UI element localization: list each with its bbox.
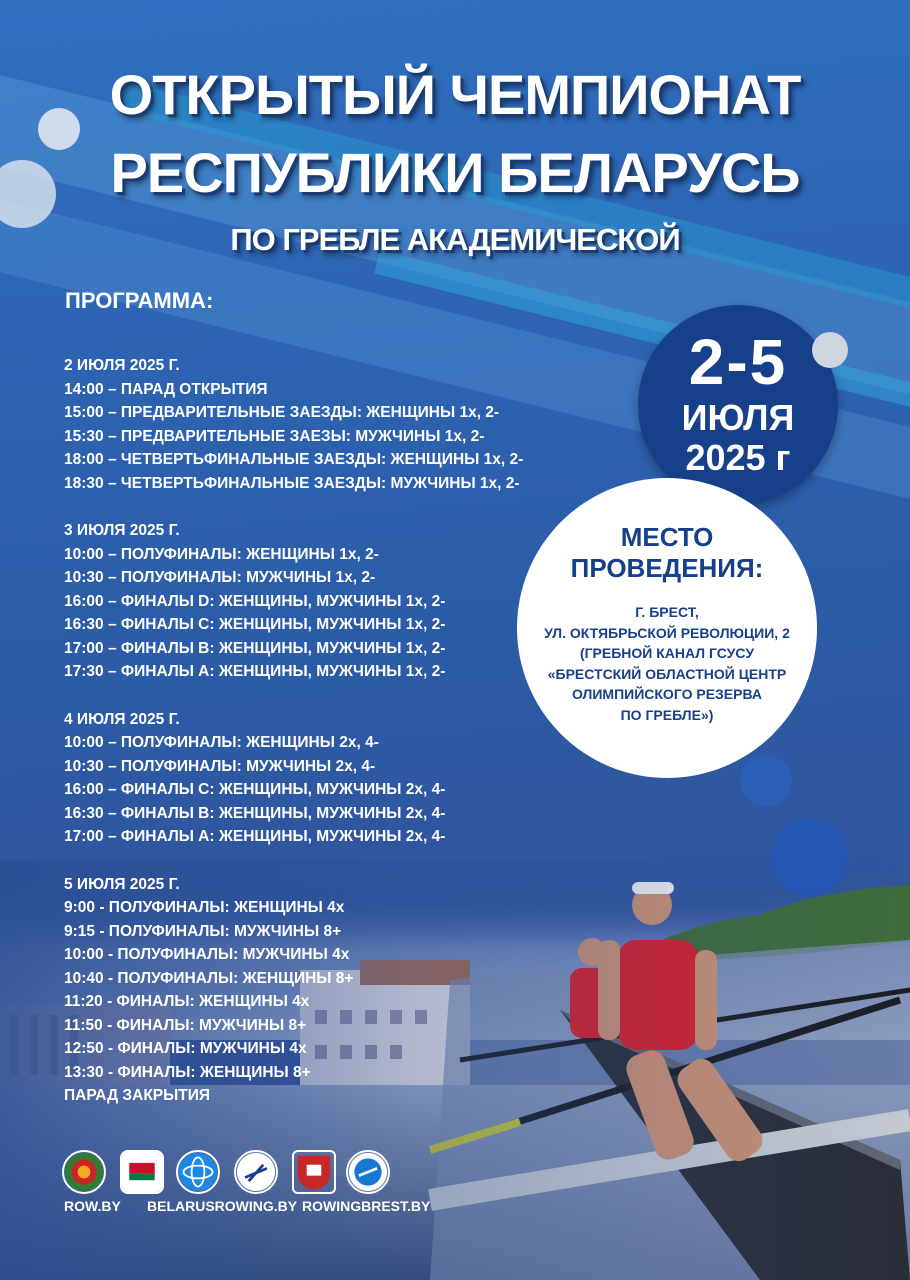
day-block xyxy=(64,708,624,849)
decor-bubble xyxy=(740,755,792,807)
venue-title xyxy=(517,522,817,584)
schedule-item: 13:30 - ФИНАЛЫ: ЖЕНЩИНЫ 8+ xyxy=(64,1063,311,1081)
decor-bubble xyxy=(770,818,848,896)
venue-title-line: МЕСТО xyxy=(620,522,714,552)
schedule-item: ПАРАД ЗАКРЫТИЯ xyxy=(64,1087,211,1104)
schedule-item: 15:30 – ПРЕДВАРИТЕЛЬНЫЕ ЗАЕЗЫ: МУЖЧИНЫ 1х, 2- xyxy=(64,427,485,445)
date-month: ИЮЛЯ xyxy=(681,397,795,438)
day-heading: 5 ИЮЛЯ 2025 Г. xyxy=(64,875,180,893)
program-heading: ПРОГРАММА: xyxy=(65,288,214,313)
schedule-item: 17:30 – ФИНАЛЫ A: ЖЕНЩИНЫ, МУЖЧИНЫ 1х, 2- xyxy=(64,663,446,680)
title-line-1: ОТКРЫТЫЙ ЧЕМПИОНАТ xyxy=(109,63,801,126)
venue-address-line: (ГРЕБНОЙ КАНАЛ ГСУСУ xyxy=(579,645,755,661)
schedule-item: 16:00 – ФИНАЛЫ C: ЖЕНЩИНЫ, МУЖЧИНЫ 2х, 4- xyxy=(64,781,446,798)
venue-address-line: УЛ. ОКТЯБРЬСКОЙ РЕВОЛЮЦИИ, 2 xyxy=(544,624,790,641)
schedule-item: 9:00 - ПОЛУФИНАЛЫ: ЖЕНЩИНЫ 4х xyxy=(64,899,345,916)
schedule-item: 16:30 – ФИНАЛЫ C: ЖЕНЩИНЫ, МУЖЧИНЫ 1х, 2- xyxy=(64,616,446,633)
schedule-item: 10:30 – ПОЛУФИНАЛЫ: МУЖЧИНЫ 2х, 4- xyxy=(64,757,376,775)
schedule-item: 10:00 - ПОЛУФИНАЛЫ: МУЖЧИНЫ 4х xyxy=(64,946,350,963)
schedule-item: 15:00 – ПРЕДВАРИТЕЛЬНЫЕ ЗАЕЗДЫ: ЖЕНЩИНЫ 1х, 2- xyxy=(64,404,500,421)
schedule-item: 10:00 – ПОЛУФИНАЛЫ: ЖЕНЩИНЫ 2х, 4- xyxy=(64,734,379,751)
schedule-item: 18:30 – ЧЕТВЕРТЬФИНАЛЬНЫЕ ЗАЕЗДЫ: МУЖЧИНЫ 1х, 2- xyxy=(64,474,520,492)
footer-link-belarusrowing[interactable]: BELARUSROWING.BY xyxy=(147,1198,298,1214)
schedule-item: 16:30 – ФИНАЛЫ B: ЖЕНЩИНЫ, МУЖЧИНЫ 2х, 4- xyxy=(64,804,446,822)
schedule-item: 11:50 - ФИНАЛЫ: МУЖЧИНЫ 8+ xyxy=(64,1016,307,1034)
venue-address-line: Г. БРЕСТ, xyxy=(635,604,699,620)
schedule-item: 9:15 - ПОЛУФИНАЛЫ: МУЖЧИНЫ 8+ xyxy=(64,922,342,940)
schedule-item: 10:30 – ПОЛУФИНАЛЫ: МУЖЧИНЫ 1х, 2- xyxy=(64,569,376,586)
schedule-item: 14:00 – ПАРАД ОТКРЫТИЯ xyxy=(64,380,268,398)
schedule-item: 18:00 – ЧЕТВЕРТЬФИНАЛЬНЫЕ ЗАЕЗДЫ: ЖЕНЩИНЫ 1х, 2- xyxy=(64,451,524,468)
schedule-item: 17:00 – ФИНАЛЫ B: ЖЕНЩИНЫ, МУЖЧИНЫ 1х, 2- xyxy=(64,639,446,657)
footer-link-rowingbrest[interactable]: ROWINGBREST.BY xyxy=(302,1198,431,1214)
rowing-club-logo xyxy=(346,1150,390,1194)
globe-logo xyxy=(176,1150,220,1194)
venue-address-line: «БРЕСТСКИЙ ОБЛАСТНОЙ ЦЕНТР xyxy=(547,665,787,682)
day-heading: 3 ИЮЛЯ 2025 Г. xyxy=(64,522,180,539)
decor-bubble xyxy=(812,332,848,368)
schedule xyxy=(64,354,624,1132)
schedule-item: 17:00 – ФИНАЛЫ A: ЖЕНЩИНЫ, МУЖЧИНЫ 2х, 4- xyxy=(64,828,446,845)
schedule-item: 11:20 - ФИНАЛЫ: ЖЕНЩИНЫ 4х xyxy=(64,993,310,1010)
schedule-item: 10:00 – ПОЛУФИНАЛЫ: ЖЕНЩИНЫ 1х, 2- xyxy=(64,545,379,563)
day-block xyxy=(64,354,624,495)
title-line-2: РЕСПУБЛИКИ БЕЛАРУСЬ xyxy=(110,141,800,204)
emblem-logo xyxy=(62,1150,106,1194)
date-range: 2-5 xyxy=(688,326,788,398)
footer-link-row[interactable]: ROW.BY xyxy=(64,1198,121,1214)
schedule-item: 16:00 – ФИНАЛЫ D: ЖЕНЩИНЫ, МУЖЧИНЫ 1х, 2- xyxy=(64,592,446,610)
flag-shield-logo xyxy=(120,1150,164,1194)
federation-logo xyxy=(234,1150,278,1194)
red-shield-logo xyxy=(292,1150,336,1194)
subtitle: ПО ГРЕБЛЕ АКАДЕМИЧЕСКОЙ xyxy=(230,222,680,257)
venue-title-line: ПРОВЕДЕНИЯ: xyxy=(570,553,764,583)
date-year: 2025 г xyxy=(685,437,791,478)
day-heading: 2 ИЮЛЯ 2025 Г. xyxy=(64,357,180,374)
venue-address-line: ОЛИМПИЙСКОГО РЕЗЕРВА xyxy=(572,686,762,702)
schedule-item: 10:40 - ПОЛУФИНАЛЫ: ЖЕНЩИНЫ 8+ xyxy=(64,969,354,987)
day-block xyxy=(64,873,624,1108)
venue-address xyxy=(527,602,807,725)
schedule-item: 12:50 - ФИНАЛЫ: МУЖЧИНЫ 4х xyxy=(64,1040,307,1057)
venue-address-line: ПО ГРЕБЛЕ») xyxy=(620,706,714,723)
day-heading: 4 ИЮЛЯ 2025 Г. xyxy=(64,710,180,728)
date-badge xyxy=(638,305,838,505)
venue-badge xyxy=(517,478,817,778)
